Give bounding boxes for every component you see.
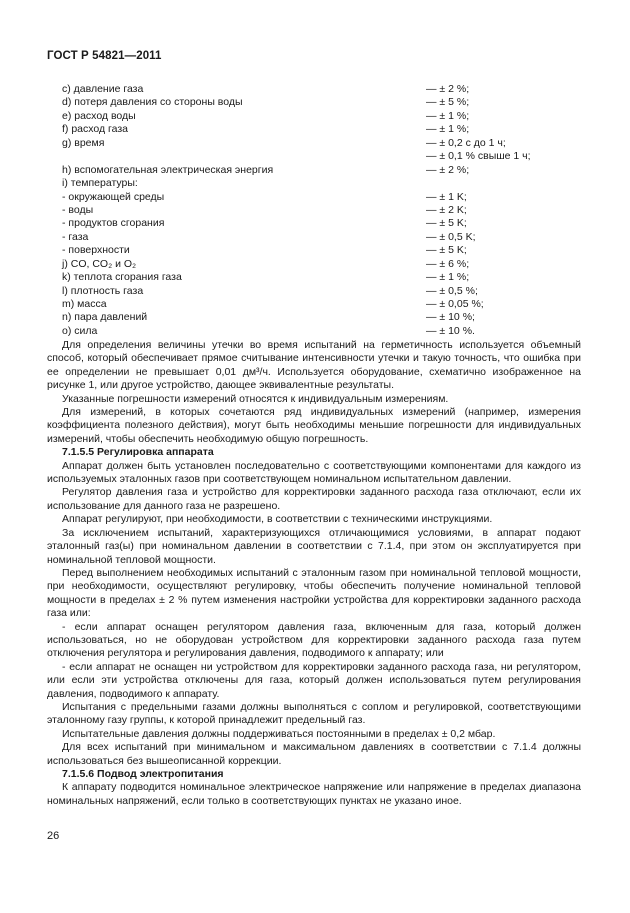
paragraph: За исключением испытаний, характеризующихся отличающимися условиями, в аппарат подают эталонный газ(ы) при номинальном давлении в соответствии с 7.1.4, при этом он эксплуатируется при номинальной тепловой мощности. [47, 526, 581, 566]
list-item: - продуктов сгорания — ± 5 K; [62, 217, 467, 230]
list-item: - газа — ± 0,5 K; [62, 230, 476, 243]
list-item: e) расход воды — ± 1 %; [62, 109, 470, 122]
body-text [47, 339, 581, 808]
list-item: - поверхности — ± 5 K; [62, 244, 467, 257]
list-item: d) потеря давления со стороны воды — ± 5 %; [62, 96, 470, 109]
list-item: j) CO, CO₂ и O₂ — ± 6 %; [62, 257, 470, 270]
list-item: h) вспомогательная электрическая энергия — ± 2 %; [62, 163, 470, 176]
paragraph: Для измерений, в которых сочетаются ряд индивидуальных измерений (например, измерения коэффициента полезного действия), могут быть необходимы меньшие погрешности для индивидуальных измерений, чтобы обеспечить необходимую общую погрешность. [47, 406, 581, 445]
list-item: — ± 0,1 % свыше 1 ч; [426, 150, 531, 163]
paragraph: Испытательные давления должны поддерживаться постоянными в пределах ± 0,2 мбар. [62, 727, 496, 740]
paragraph: - если аппарат не оснащен ни устройством для корректировки заданного расхода газа, ни регулятором, или если эти устройства отключены для газа, который должен использоваться путем регулирования давления, подводимого к аппарату. [47, 660, 581, 700]
section-heading: 7.1.5.5 Регулировка аппарата [62, 446, 214, 459]
paragraph: Регулятор давления газа и устройство для корректировки заданного расхода газа отключают, если их использование для данного газа не разрешено. [47, 486, 581, 512]
paragraph: Перед выполнением необходимых испытаний с эталонным газом при номинальной тепловой мощности, при необходимости, осуществляют регулировку, чтобы обеспечить получение номинальной тепловой мощности в пределах ± 2 % путем изменения настройки устройства для корректировки заданного расхода газа или: [47, 566, 581, 620]
list-item: - воды — ± 2 K; [62, 203, 467, 216]
paragraph: Указанные погрешности измерений относятся к индивидуальным измерениям. [62, 392, 449, 405]
page-number: 26 [47, 830, 60, 842]
list-item: k) теплота сгорания газа — ± 1 %; [62, 271, 470, 284]
tolerance-list [62, 83, 582, 338]
paragraph: Аппарат должен быть установлен последовательно с соответствующими компонентами для каждого из используемых эталонных газов при соответствующем номинальном испытательном давлении. [47, 459, 581, 486]
list-item: i) температуры: [62, 177, 138, 190]
section-heading: 7.1.5.6 Подвод электропитания [62, 768, 224, 780]
list-item: - окружающей среды — ± 1 K; [62, 190, 467, 203]
paragraph: Аппарат регулируют, при необходимости, в соответствии с техническими инструкциями. [62, 513, 493, 526]
paragraph: Для всех испытаний при минимальном и максимальном давлениях в соответствии с 7.1.4 должны использоваться без вышеописанной коррекции. [47, 741, 581, 767]
page-header: ГОСТ Р 54821—2011 [47, 50, 162, 62]
list-item: c) давление газа — ± 2 %; [62, 83, 470, 95]
paragraph: Испытания с предельными газами должны выполняться с соплом и регулировкой, соответствующими эталонному газу группы, к которой принадлежит предельный газ. [47, 700, 581, 727]
paragraph: К аппарату подводится номинальное электрическое напряжение или напряжение в пределах диапазона номинальных напряжений, если только в соответствующих пунктах не указано иное. [47, 781, 581, 807]
list-item: l) плотность газа — ± 0,5 %; [62, 284, 478, 297]
list-item: m) масса — ± 0,05 %; [62, 298, 484, 310]
list-item: n) пара давлений — ± 10 %; [62, 311, 475, 324]
list-item: f) расход газа — ± 1 %; [62, 123, 470, 136]
paragraph: - если аппарат оснащен регулятором давления газа, включенным для газа, который должен использоваться, но не оборудован устройством для корректировки заданного расхода газа путем отключения регулятора и регулирования давления, подводимого к аппарату; или [47, 620, 581, 660]
list-item: g) время — ± 0,2 с до 1 ч; [62, 136, 506, 149]
list-item: o) сила — ± 10 %. [62, 324, 475, 337]
paragraph: Для определения величины утечки во время испытаний на герметичность используется объемный способ, который обеспечивает прямое считывание интенсивности утечки и такую точность, что ошибка при ее определении не превышает 0,01 дм³/ч. Используется оборудование, схематично изображенное на рисунке 1, или другое устройство, дающее эквивалентные результаты. [47, 339, 581, 392]
